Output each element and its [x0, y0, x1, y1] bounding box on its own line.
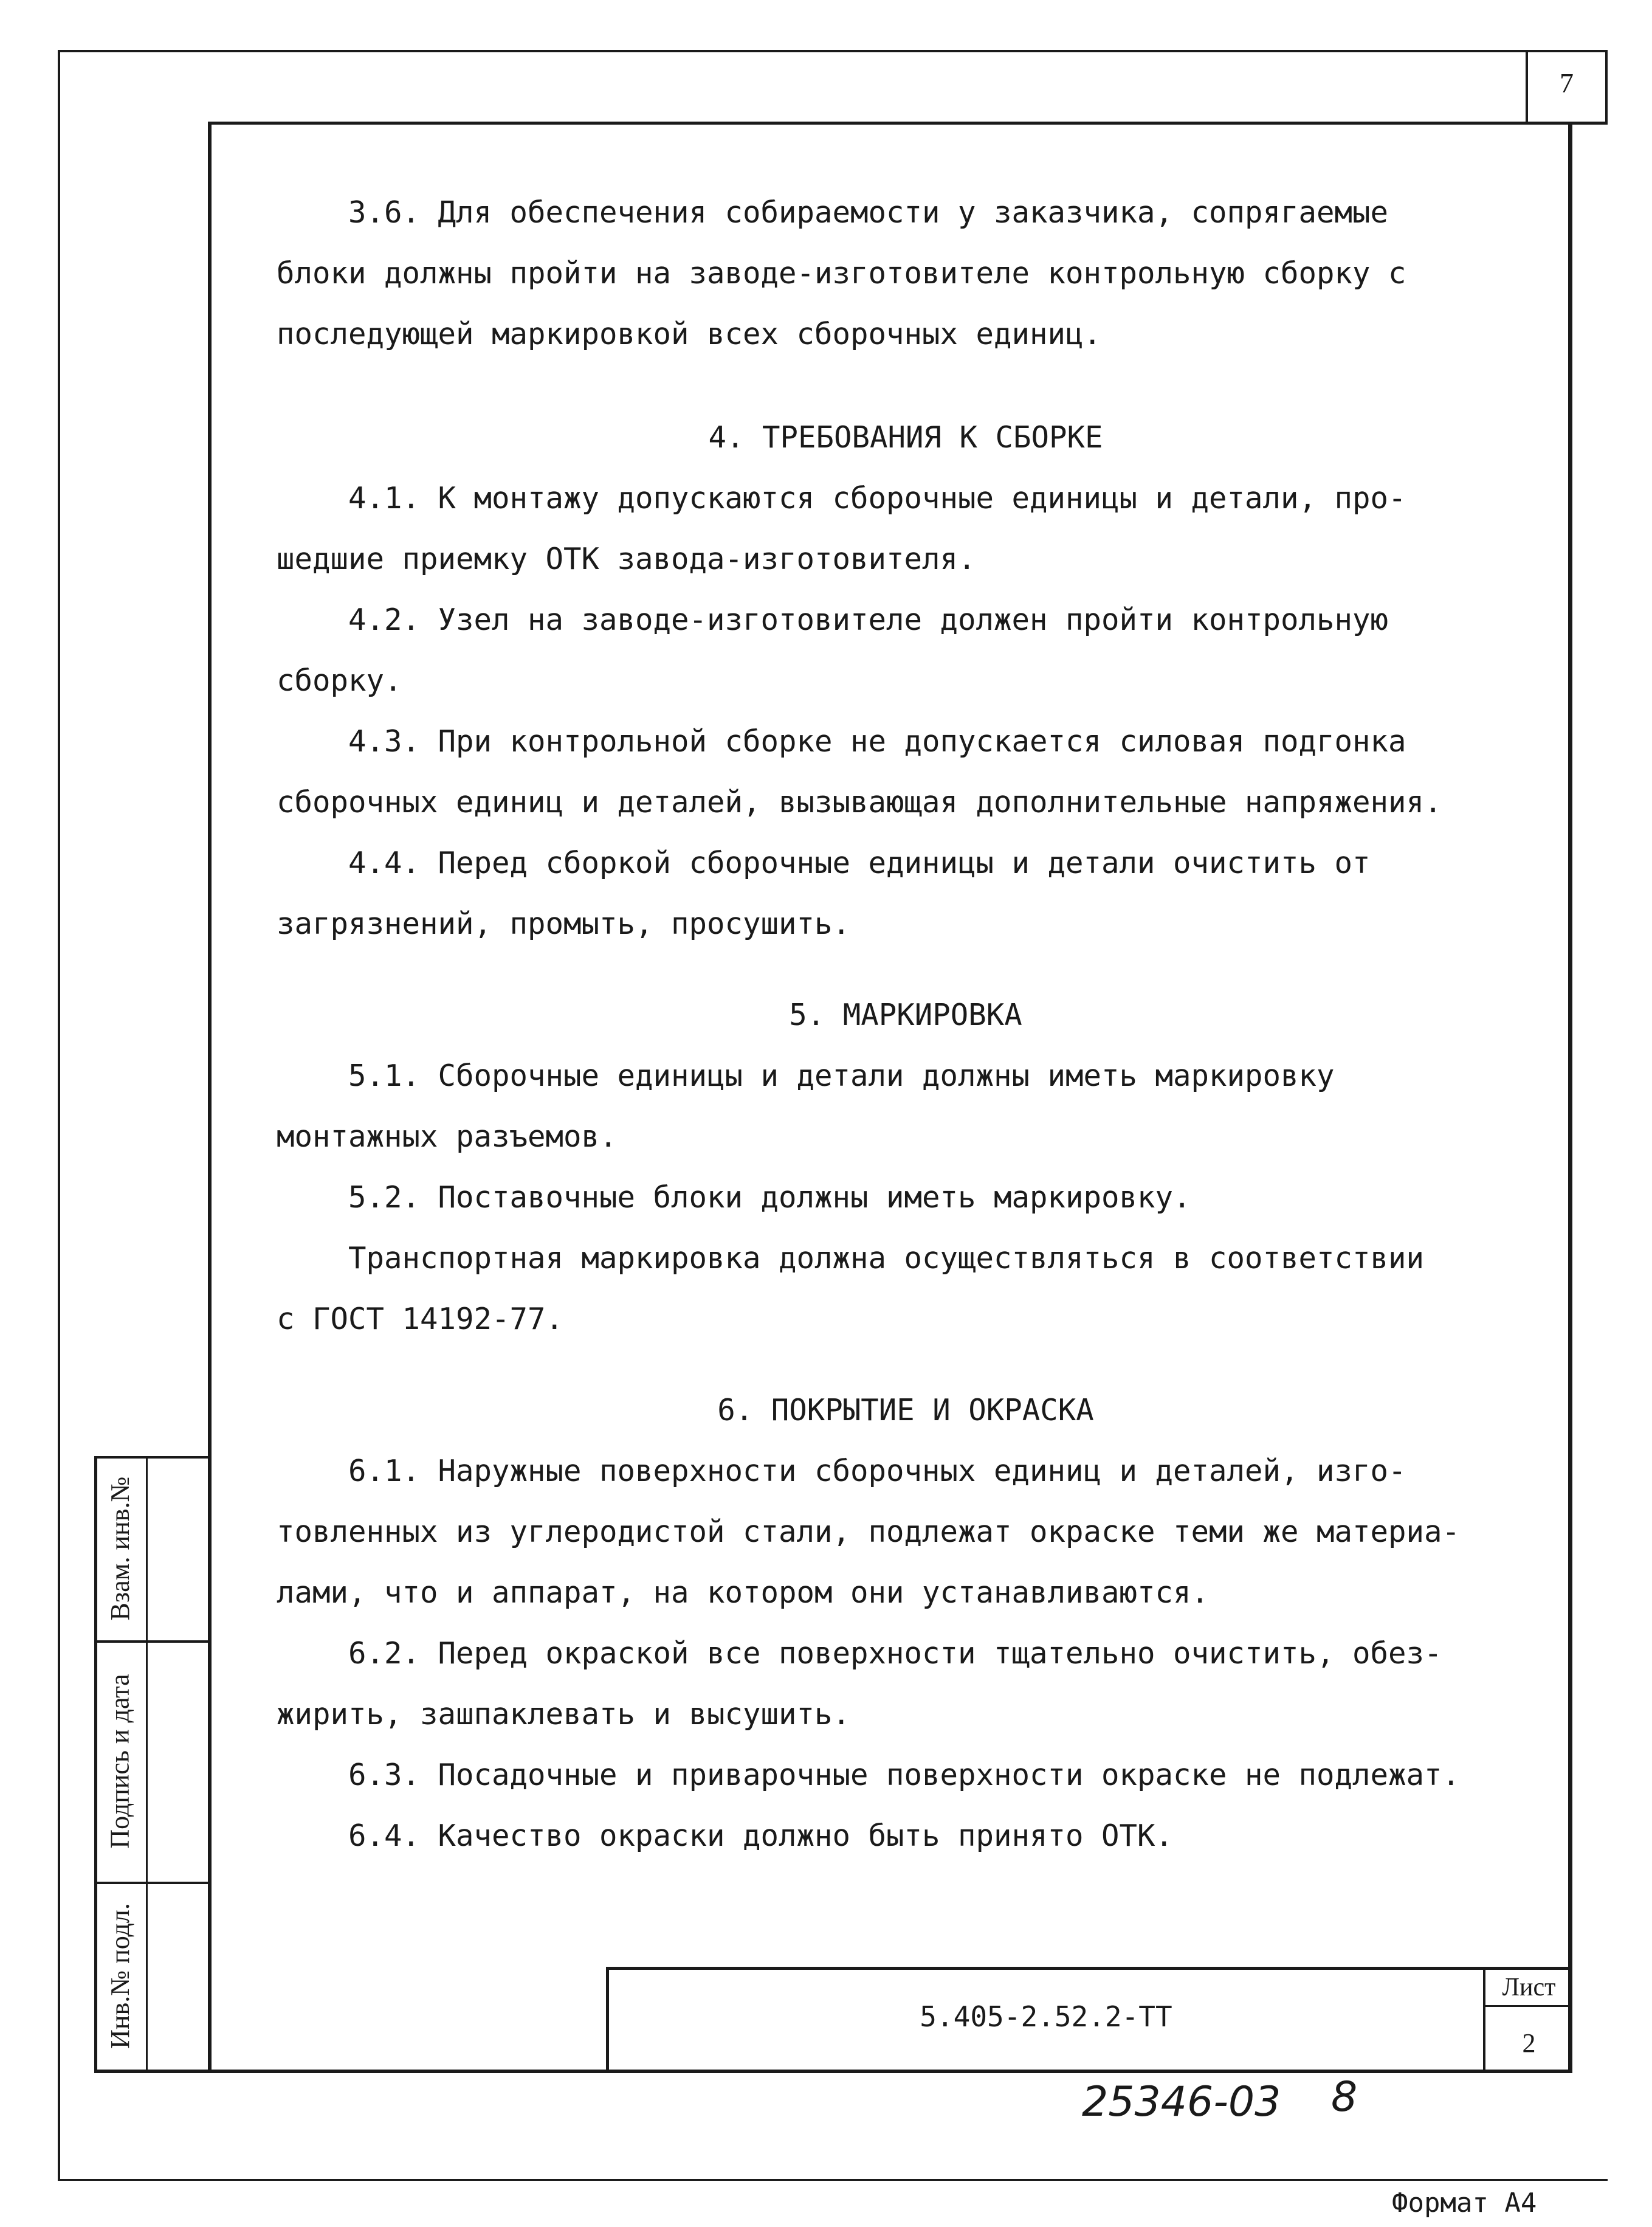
paragraph-line: монтажных разъемов. [277, 1119, 618, 1154]
outer-frame-top [58, 50, 1608, 52]
section-heading: 4. ТРЕБОВАНИЯ К СБОРКЕ [708, 420, 1103, 455]
paragraph-line: 6.3. Посадочные и приварочные поверхности окраске не подлежат. [277, 1758, 1461, 1792]
paragraph-line: 4.4. Перед сборкой сборочные единицы и детали очистить от [277, 846, 1371, 880]
paragraph-line: шедшие приемку ОТК завода-изготовителя. [277, 542, 976, 576]
format-label: Формат А4 [1392, 2187, 1537, 2218]
paragraph-line: последующей маркировкой всех сборочных единиц. [277, 317, 1102, 351]
paragraph-line: сборку. [277, 663, 402, 698]
sheet-number: 2 [1522, 2028, 1536, 2058]
paragraph-line: 6.2. Перед окраской все поверхности тщательно очистить, обез- [277, 1636, 1442, 1671]
paragraph-line: 3.6. Для обеспечения собираемости у заказчика, сопрягаемые [277, 195, 1389, 230]
handwritten-page-number: 8 [1331, 2073, 1358, 2121]
paragraph-line: 6.1. Наружные поверхности сборочных единиц и деталей, изго- [277, 1454, 1406, 1488]
title-block-sheet-sep [1483, 2005, 1572, 2007]
handwritten-inventory-code: 25346-03 [1082, 2078, 1281, 2126]
paragraph-line: блоки должны пройти на заводе-изготовителе контрольную сборку с [277, 256, 1406, 291]
paragraph-line: сборочных единиц и деталей, вызывающая дополнительные напряжения. [277, 785, 1442, 820]
title-block-top [606, 1967, 1572, 1970]
paragraph-line: Транспортная маркировка должна осуществляться в соответствии [277, 1241, 1425, 1276]
inner-frame-left [208, 122, 212, 2073]
stamp-inv-podl: Инв.№ подл. [105, 1903, 135, 2049]
paragraph-line: 5.2. Поставочные блоки должны иметь маркировку. [277, 1180, 1191, 1215]
outer-frame-bottom [58, 2179, 1608, 2181]
paragraph-line: 4.1. К монтажу допускаются сборочные единицы и детали, про- [277, 481, 1406, 516]
paragraph-line: лами, что и аппарат, на котором они устанавливаются. [277, 1575, 1210, 1610]
document-designation: 5.405-2.52.2-ТТ [920, 2000, 1172, 2033]
sheet-label: Лист [1502, 1973, 1556, 2001]
side-stamp-sep-2 [94, 1882, 210, 1884]
paragraph-line: 4.3. При контрольной сборке не допускается силовая подгонка [277, 724, 1406, 759]
paragraph-line: загрязнений, промыть, просушить. [277, 906, 851, 941]
side-stamp-divider [146, 1456, 148, 2073]
page-number: 7 [1560, 67, 1574, 98]
paragraph-line: 6.4. Качество окраски должно быть принято ОТК. [277, 1818, 1174, 1853]
paragraph-line: 4.2. Узел на заводе-изготовителе должен пройти контрольную [277, 602, 1389, 637]
stamp-vzam-inv: Взам. инв.№ [105, 1476, 135, 1621]
outer-frame-left [58, 50, 60, 2180]
section-heading: 6. ПОКРЫТИЕ И ОКРАСКА [717, 1393, 1094, 1428]
stamp-podpis-data: Подпись и дата [105, 1674, 135, 1849]
side-stamp-left [94, 1456, 97, 2073]
inner-frame-right [1568, 122, 1572, 2073]
paragraph-line: 5.1. Сборочные единицы и детали должны иметь маркировку [277, 1058, 1335, 1093]
paragraph-line: товленных из углеродистой стали, подлежат окраске теми же материа- [277, 1514, 1461, 1549]
paragraph-line: жирить, зашпаклевать и высушить. [277, 1697, 851, 1732]
inner-frame-top [208, 122, 1608, 125]
section-heading: 5. МАРКИРОВКА [789, 998, 1022, 1032]
page-box-right [1605, 50, 1608, 123]
paragraph-line: с ГОСТ 14192-77. [277, 1302, 564, 1336]
